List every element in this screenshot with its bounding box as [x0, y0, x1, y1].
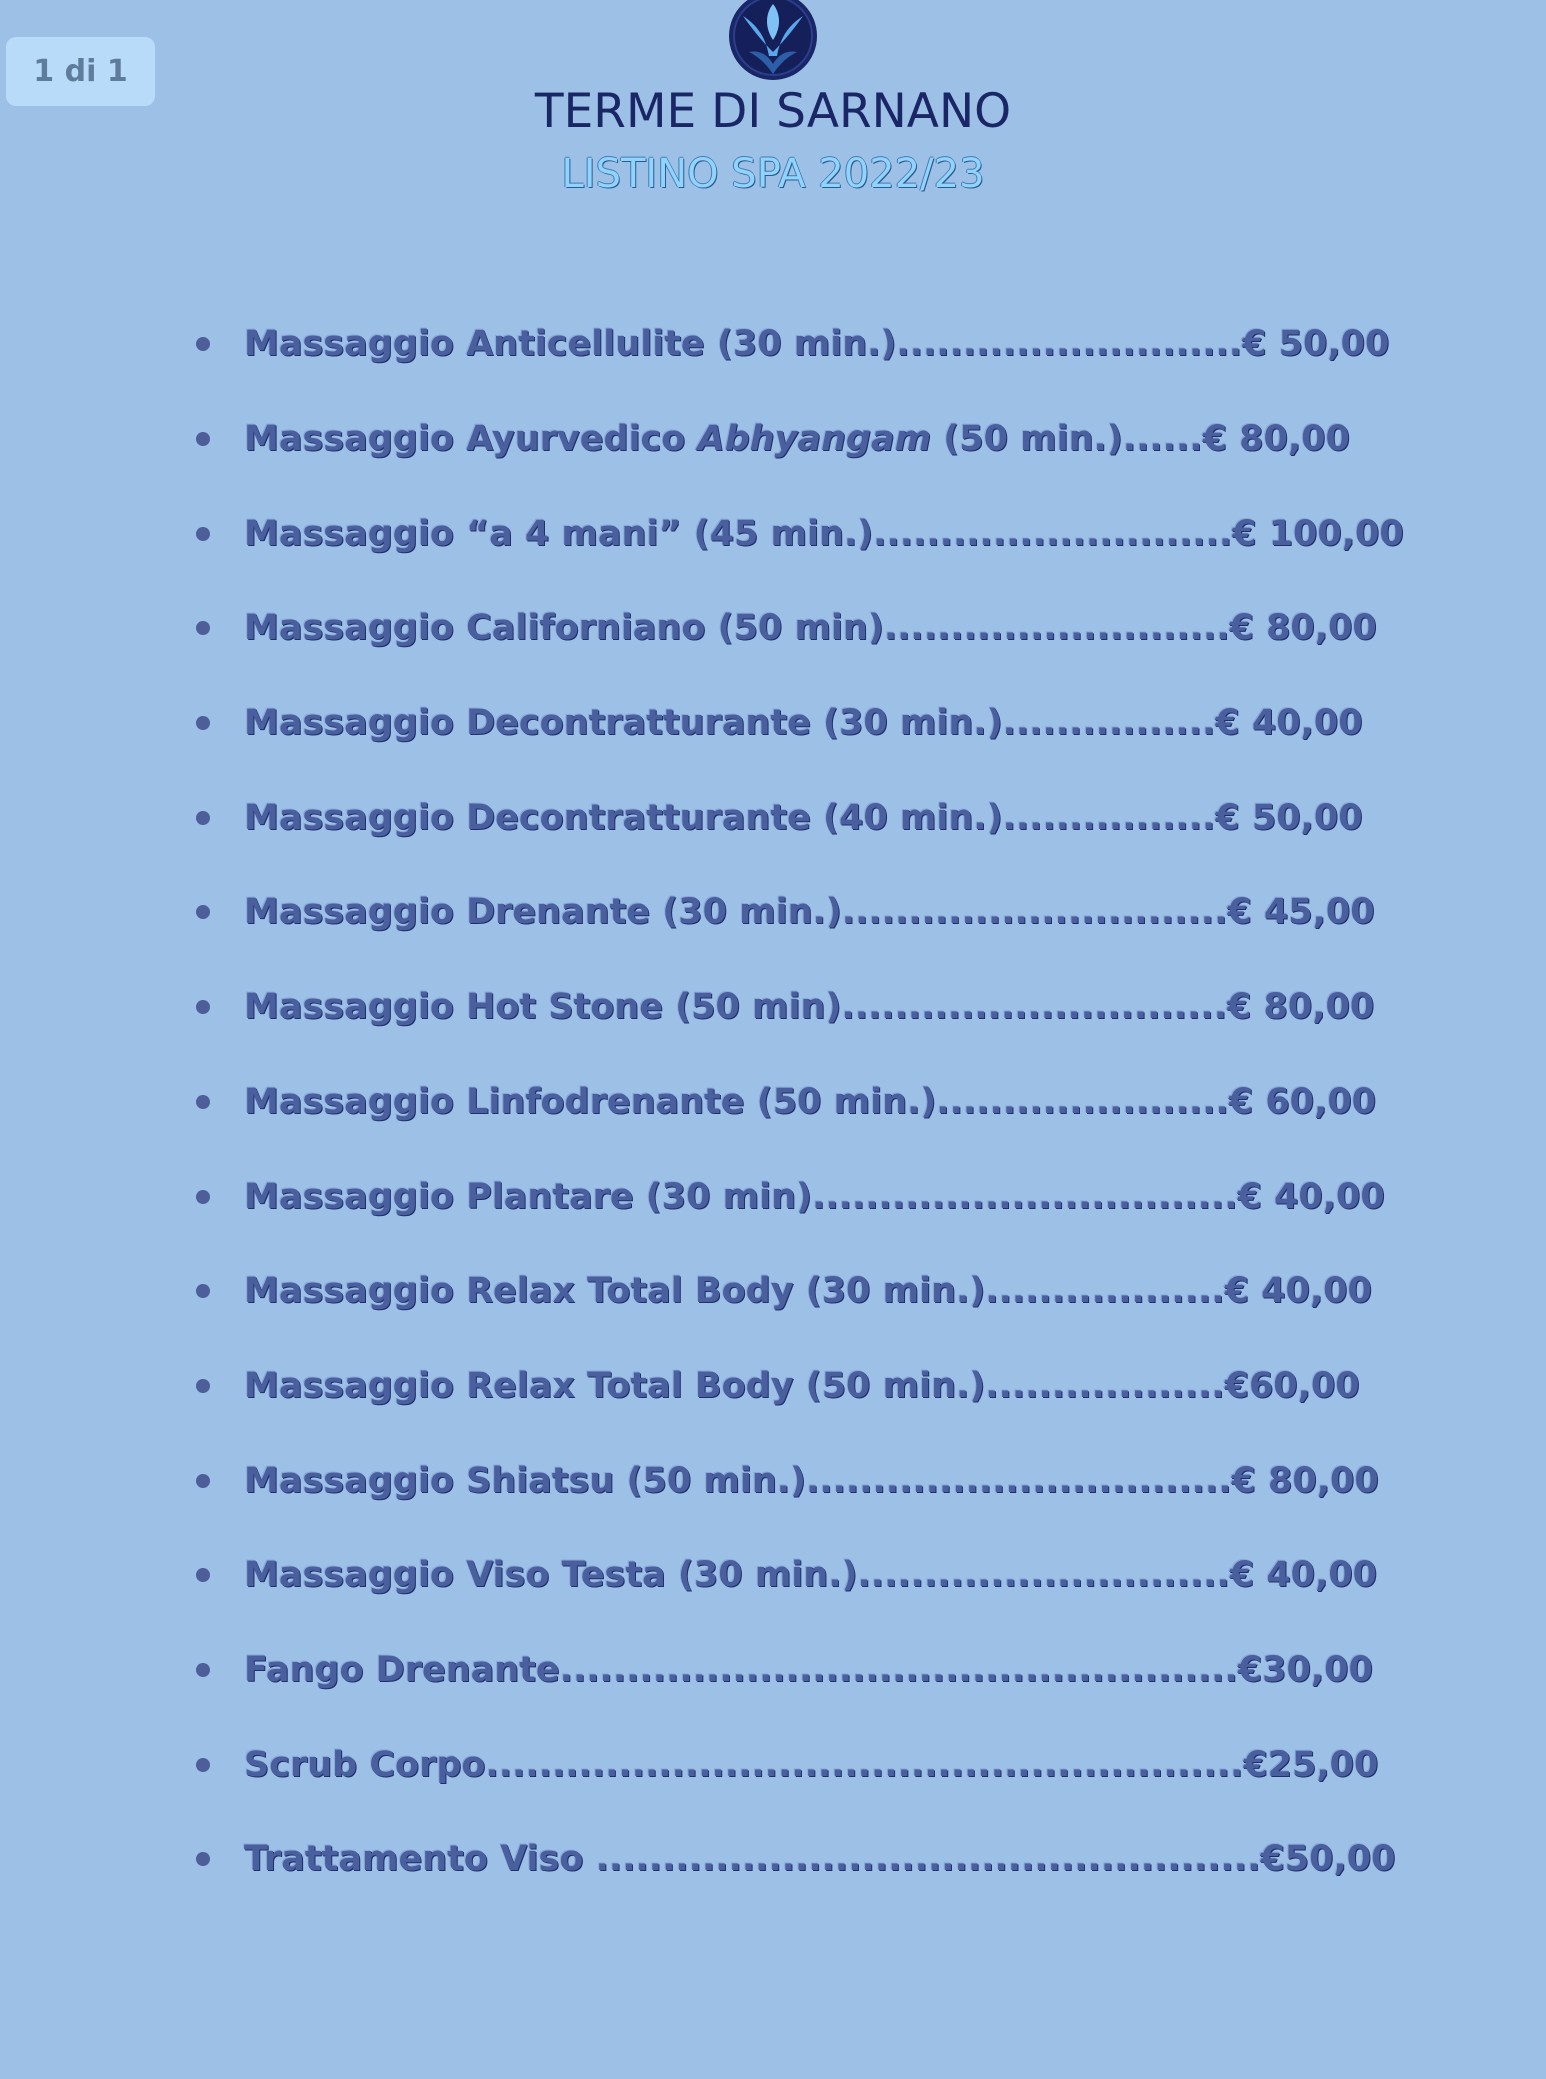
price-item-text: Fango Drenante...................................................€30,00	[244, 1649, 1373, 1690]
price-item	[196, 392, 1404, 487]
price-item	[196, 1812, 1404, 1907]
bullet-icon	[196, 1852, 210, 1866]
price-item	[196, 1528, 1404, 1623]
bullet-icon	[196, 716, 210, 730]
price-item	[196, 1055, 1404, 1150]
price-item	[196, 1339, 1404, 1434]
terme-di-sarnano-logo-icon	[725, 0, 821, 84]
bullet-icon	[196, 1758, 210, 1772]
bullet-icon	[196, 1474, 210, 1488]
bullet-icon	[196, 621, 210, 635]
price-item-text: Scrub Corpo.........................................................€25,00	[244, 1744, 1379, 1785]
price-item-text: Massaggio Hot Stone (50 min).............................€ 80,00	[244, 987, 1375, 1028]
price-item-text: Massaggio “a 4 mani” (45 min.)...........................€ 100,00	[244, 513, 1404, 554]
bullet-icon	[196, 1379, 210, 1393]
price-item	[196, 676, 1404, 771]
bullet-icon	[196, 1568, 210, 1582]
price-item-text: Trattamento Viso ..................................................€50,00	[244, 1839, 1396, 1880]
price-item	[196, 770, 1404, 865]
price-item-text: Massaggio Decontratturante (40 min.)................€ 50,00	[244, 797, 1363, 838]
price-item-text	[244, 419, 1350, 459]
price-list	[196, 297, 1404, 1907]
price-item	[196, 1244, 1404, 1339]
bullet-icon	[196, 1190, 210, 1204]
price-list-title: LISTINO SPA 2022/23	[561, 151, 985, 197]
price-item-text: Massaggio Relax Total Body (30 min.)..................€ 40,00	[244, 1271, 1372, 1312]
price-item-italic-text: Abhyangam	[697, 419, 932, 460]
price-item	[196, 1623, 1404, 1718]
price-item-text: Massaggio Californiano (50 min)..........................€ 80,00	[244, 608, 1377, 649]
price-item	[196, 1433, 1404, 1528]
price-item-text-part: (50 min.)......€ 80,00	[931, 419, 1350, 460]
price-item	[196, 1717, 1404, 1812]
price-item	[196, 865, 1404, 960]
price-item-text: Massaggio Decontratturante (30 min.)................€ 40,00	[244, 703, 1363, 744]
bullet-icon	[196, 1663, 210, 1677]
price-item-text: Massaggio Relax Total Body (50 min.)..................€60,00	[244, 1365, 1360, 1406]
price-item	[196, 581, 1404, 676]
price-item-text-part: Massaggio Ayurvedico	[244, 419, 698, 460]
page-counter: 1 di 1	[6, 37, 155, 106]
brand-name: TERME DI SARNANO	[534, 84, 1012, 139]
price-item	[196, 960, 1404, 1055]
price-item	[196, 297, 1404, 392]
bullet-icon	[196, 432, 210, 446]
bullet-icon	[196, 337, 210, 351]
price-item-text: Massaggio Linfodrenante (50 min.)......................€ 60,00	[244, 1081, 1377, 1122]
bullet-icon	[196, 811, 210, 825]
bullet-icon	[196, 905, 210, 919]
bullet-icon	[196, 527, 210, 541]
price-item	[196, 1149, 1404, 1244]
price-item-text: Massaggio Plantare (30 min)................................€ 40,00	[244, 1176, 1385, 1217]
bullet-icon	[196, 1284, 210, 1298]
price-item	[196, 486, 1404, 581]
bullet-icon	[196, 1000, 210, 1014]
price-item-text: Massaggio Drenante (30 min.).............................€ 45,00	[244, 892, 1375, 933]
price-item-text: Massaggio Viso Testa (30 min.)............................€ 40,00	[244, 1555, 1378, 1596]
price-item-text: Massaggio Anticellulite (30 min.)..........................€ 50,00	[244, 324, 1390, 365]
bullet-icon	[196, 1095, 210, 1109]
price-item-text: Massaggio Shiatsu (50 min.)................................€ 80,00	[244, 1460, 1379, 1501]
